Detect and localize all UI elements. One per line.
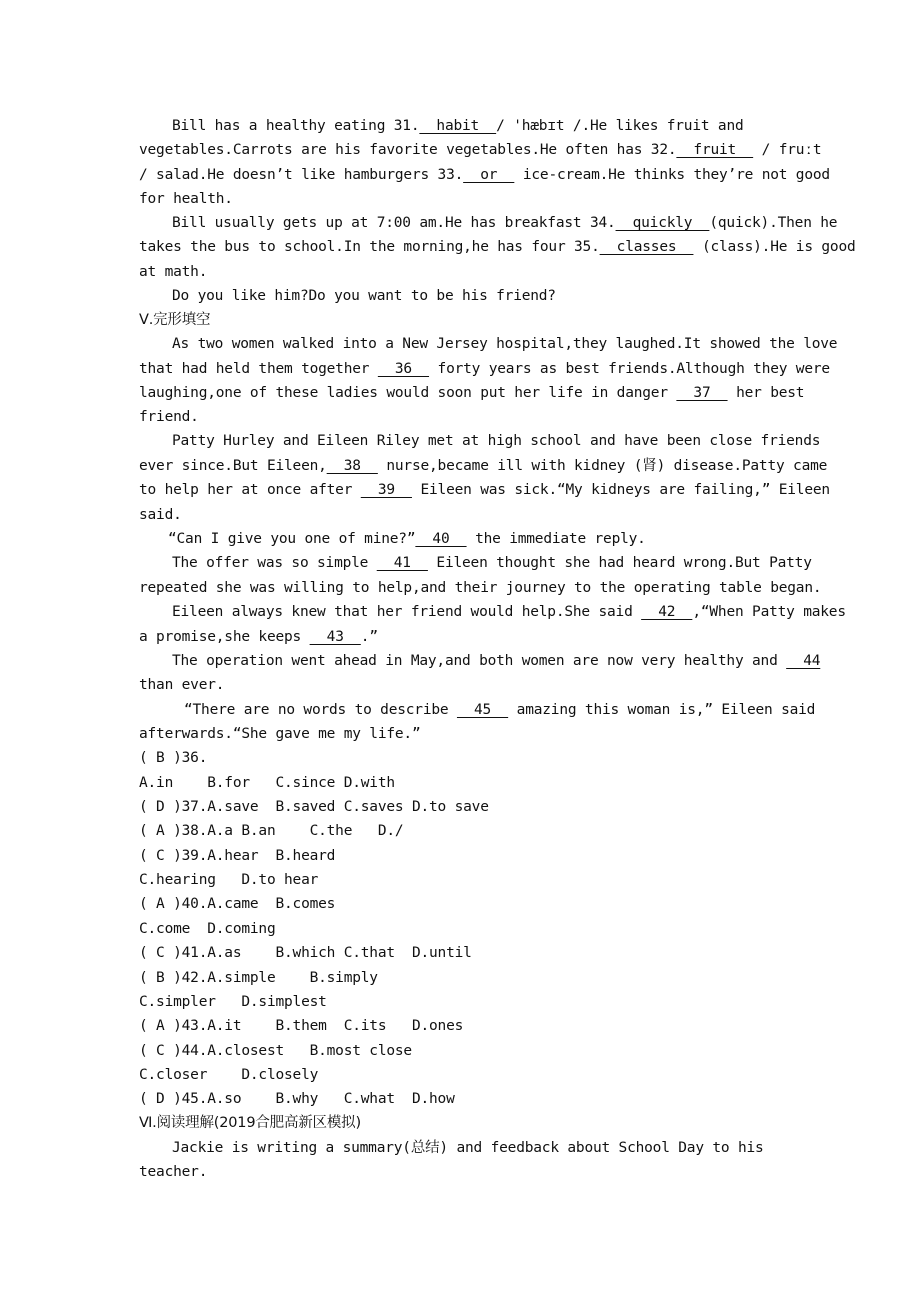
cloze-blank-36: 36 <box>377 361 430 377</box>
answer-line: ( C )44.A.closest B.most close <box>139 1043 412 1059</box>
answer-blank-32: fruit <box>676 142 754 158</box>
section-heading: Ⅴ.完形填空 <box>139 312 211 328</box>
text-line: to help her at once after 39 Eileen was sick.“My kidneys are failing,” Eileen <box>139 482 830 498</box>
cloze-blank-41: 41 <box>376 555 428 571</box>
answer-blank-31: habit <box>419 118 497 134</box>
answer-blank-33: or <box>463 167 515 183</box>
text-line: Eileen always knew that her friend would help.She said 42 ,“When Patty makes <box>172 604 846 620</box>
text-line: Bill has a healthy eating 31. habit / 'hæbɪt /.He likes fruit and <box>172 118 744 134</box>
text-line: a promise,she keeps 43 .” <box>139 629 378 645</box>
cloze-blank-43: 43 <box>309 629 361 645</box>
text-line: “Can I give you one of mine?” 40 the immediate reply. <box>168 531 646 547</box>
text-line: Patty Hurley and Eileen Riley met at high school and have been close friends <box>172 433 821 449</box>
cloze-blank-42: 42 <box>641 604 693 620</box>
answer-line: ( D )37.A.save B.saved C.saves D.to save <box>139 799 489 815</box>
text-line: The offer was so simple 41 Eileen thought she had heard wrong.But Patty <box>172 555 812 571</box>
text-line: than ever. <box>139 677 225 693</box>
text-line: for health. <box>139 191 233 207</box>
section-heading: Ⅵ.阅读理解(2019合肥高新区模拟) <box>139 1115 361 1131</box>
answer-line: ( B )36. <box>139 750 208 766</box>
text-line: ever since.But Eileen, 38 nurse,became ill with kidney (肾) disease.Patty came <box>139 458 828 474</box>
answer-line: ( A )40.A.came B.comes <box>139 896 336 912</box>
answer-line: C.simpler D.simplest <box>139 994 327 1010</box>
text-line: Bill usually gets up at 7:00 am.He has breakfast 34. quickly (quick).Then he <box>172 215 838 231</box>
text-line: at math. <box>139 264 208 280</box>
cloze-blank-44: 44 <box>786 653 821 669</box>
answer-line: ( A )43.A.it B.them C.its D.ones <box>139 1018 464 1034</box>
answer-blank-35: classes <box>599 239 694 255</box>
text-line: Jackie is writing a summary(总结) and feedback about School Day to his <box>172 1140 764 1156</box>
answer-line: A.in B.for C.since D.with <box>139 775 395 791</box>
text-line: teacher. <box>139 1164 208 1180</box>
text-line: laughing,one of these ladies would soon put her life in danger 37 her best <box>139 385 805 401</box>
text-line: that had held them together 36 forty years as best friends.Although they were <box>139 361 830 377</box>
text-line: “There are no words to describe 45 amazing this woman is,” Eileen said <box>184 702 816 718</box>
answer-line: C.hearing D.to hear <box>139 872 319 888</box>
text-line: Do you like him?Do you want to be his friend? <box>172 288 556 304</box>
cloze-blank-38: 38 <box>326 458 378 474</box>
answer-line: C.closer D.closely <box>139 1067 319 1083</box>
cloze-blank-39: 39 <box>360 482 412 498</box>
answer-line: ( C )41.A.as B.which C.that D.until <box>139 945 472 961</box>
answer-line: ( D )45.A.so B.why C.what D.how <box>139 1091 455 1107</box>
cloze-blank-37: 37 <box>676 385 728 401</box>
answer-line: ( B )42.A.simple B.simply <box>139 970 378 986</box>
cloze-blank-45: 45 <box>456 702 509 718</box>
text-line: / salad.He doesn’t like hamburgers 33. or ice-cream.He thinks they’re not good <box>139 167 830 183</box>
text-line: The operation went ahead in May,and both women are now very healthy and 44 <box>172 653 821 669</box>
answer-line: ( C )39.A.hear B.heard <box>139 848 336 864</box>
answer-line: ( A )38.A.a B.an C.the D./ <box>139 823 404 839</box>
text-line: said. <box>139 507 182 523</box>
text-line: vegetables.Carrots are his favorite vegetables.He often has 32. fruit / fruːt <box>139 142 822 158</box>
text-line: repeated she was willing to help,and their journey to the operating table began. <box>139 580 822 596</box>
text-line: takes the bus to school.In the morning,he has four 35. classes (class).He is good <box>139 239 856 255</box>
text-line: friend. <box>139 409 199 425</box>
answer-blank-34: quickly <box>615 215 710 231</box>
answer-line: C.come D.coming <box>139 921 276 937</box>
cloze-blank-40: 40 <box>415 531 467 547</box>
text-line: As two women walked into a New Jersey hospital,they laughed.It showed the love <box>172 336 838 352</box>
text-line: afterwards.“She gave me my life.” <box>139 726 421 742</box>
